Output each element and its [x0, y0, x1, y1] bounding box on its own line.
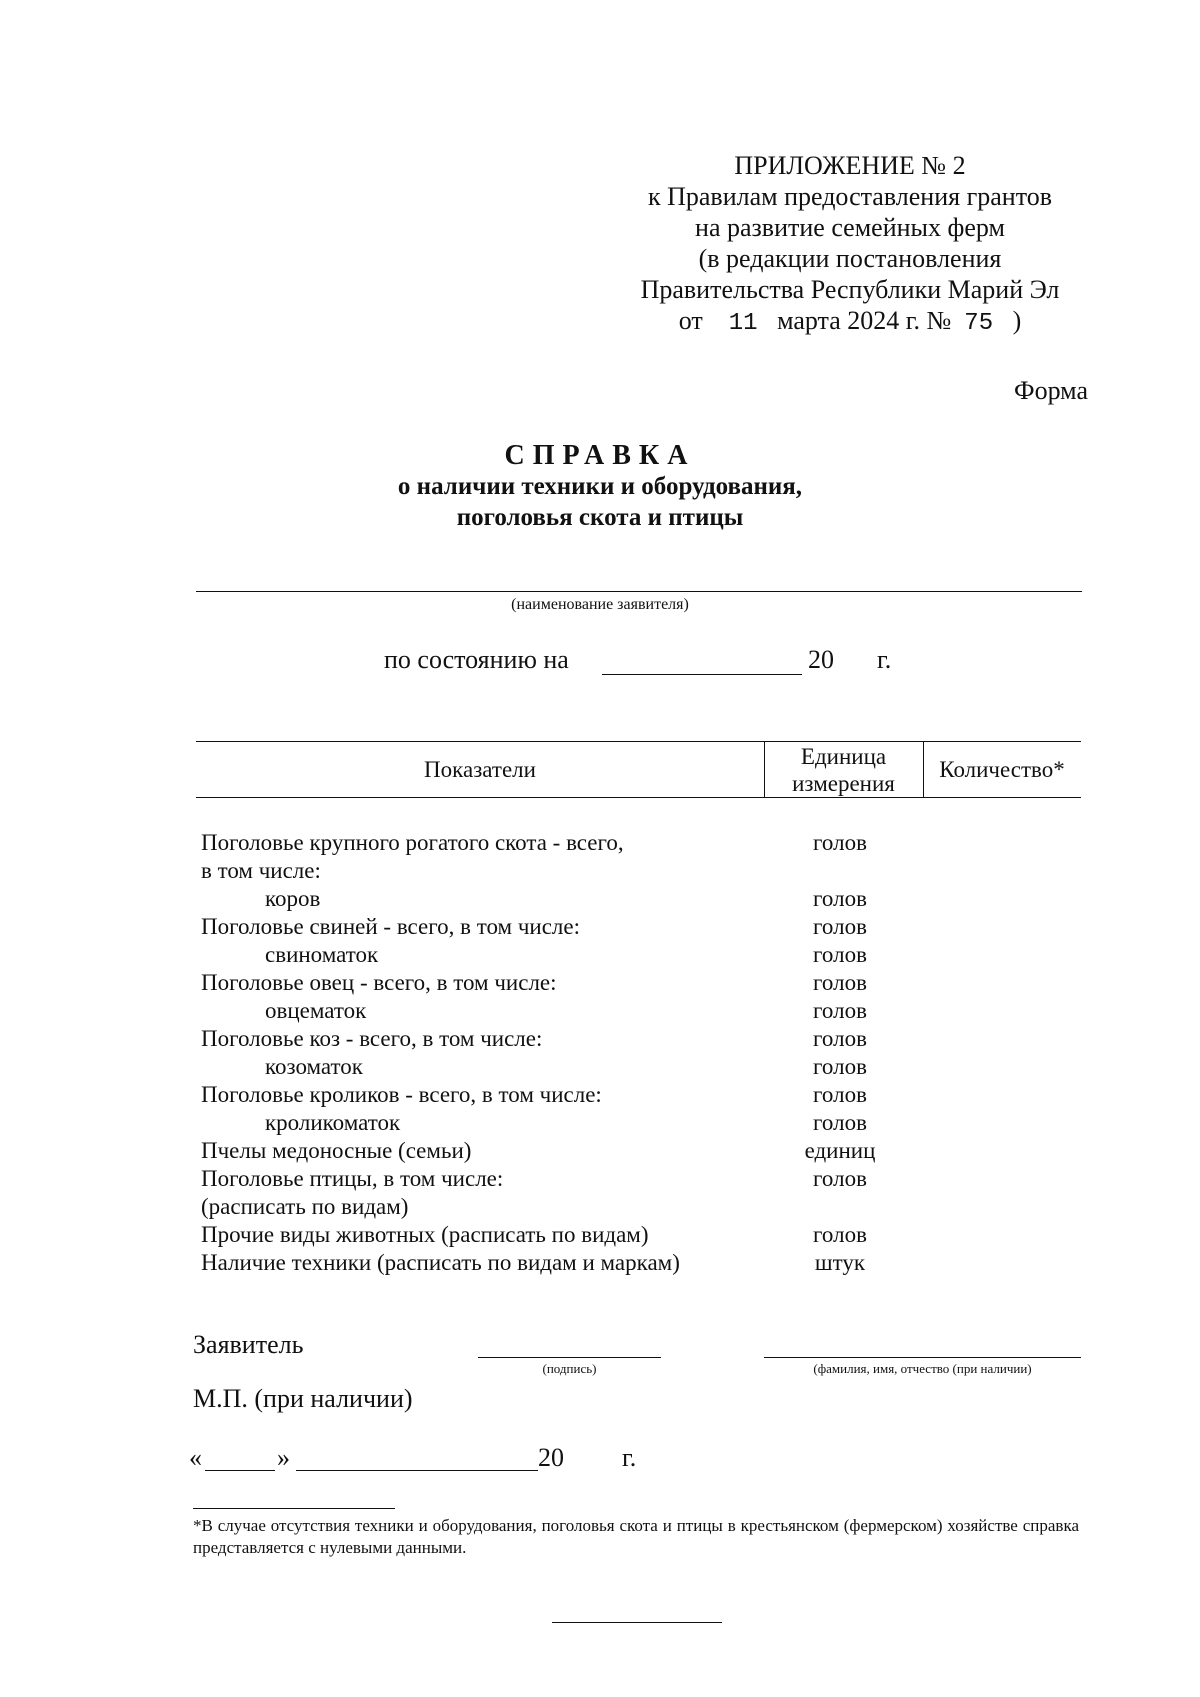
table-row-unit: голов [813, 1166, 867, 1191]
applicant-name-line[interactable] [196, 591, 1082, 592]
table-row-unit: голов [813, 1110, 867, 1135]
end-line [552, 1622, 722, 1623]
table-row-label: в том числе: [201, 858, 321, 883]
table-row-unit: голов [813, 970, 867, 995]
applicant-label: Заявитель [193, 1330, 304, 1359]
header-unit [764, 743, 923, 797]
document-title: СПРАВКА [504, 440, 696, 471]
appendix-block [610, 150, 1090, 339]
seal-label: М.П. (при наличии) [193, 1384, 413, 1413]
table-row-unit: штук [814, 1250, 866, 1275]
table-row-label: кроликоматок [265, 1110, 401, 1135]
table-row-label: свиноматок [265, 942, 379, 967]
date-quote-open: « [189, 1443, 202, 1472]
appendix-title: ПРИЛОЖЕНИЕ № 2 [734, 151, 966, 180]
as-of-date-field[interactable] [602, 674, 802, 675]
date-quote-close: » [277, 1443, 290, 1472]
appendix-line: Правительства Республики Марий Эл [640, 275, 1060, 304]
table-row-label: козоматок [265, 1054, 363, 1079]
as-of-year-prefix: 20 [808, 645, 834, 674]
table-top-border [196, 741, 1081, 742]
table-row-label: Поголовье коз - всего, в том числе: [201, 1026, 543, 1051]
document-subtitle: поголовья скота и птицы [456, 504, 744, 531]
signature-caption: (подпись) [542, 1361, 597, 1376]
table-row-unit: голов [813, 998, 867, 1023]
header-indicators: Показатели [424, 757, 536, 782]
header-unit-line1: Единица [800, 744, 887, 769]
table-row-unit: голов [813, 942, 867, 967]
appendix-line: к Правилам предоставления грантов [647, 182, 1052, 211]
table-row-label: овцематок [265, 998, 367, 1023]
table-header-bottom-border [196, 797, 1081, 798]
table-row-label: Наличие техники (расписать по видам и маркам) [201, 1250, 680, 1275]
applicant-caption: (наименование заявителя) [511, 596, 689, 613]
document-subtitle: о наличии техники и оборудования, [397, 473, 803, 500]
table-row-unit: голов [813, 886, 867, 911]
table-row-label: Пчелы медоносные (семьи) [201, 1138, 472, 1163]
table-row-unit: голов [813, 1054, 867, 1079]
sign-year-suffix: г. [622, 1443, 637, 1472]
signature-field[interactable] [478, 1357, 661, 1358]
table-row-unit: голов [813, 914, 867, 939]
table-row-unit: голов [813, 1026, 867, 1051]
table-row-label: (расписать по видам) [201, 1194, 409, 1219]
header-quantity: Количество* [939, 757, 1065, 782]
sign-day-field[interactable] [205, 1470, 275, 1471]
table-row-unit: голов [813, 830, 867, 855]
as-of-label: по состоянию на [384, 645, 569, 674]
footnote: *В случае отсутствия техники и оборудования, поголовья скота и птицы в крестьянском (фермерском) хозяйстве справка представляется с нулевыми данными. [193, 1516, 1079, 1557]
table-row-label: Поголовье свиней - всего, в том числе: [201, 914, 580, 939]
sign-month-field[interactable] [296, 1470, 538, 1471]
table-row-unit: единиц [804, 1138, 876, 1163]
decree-number: 75 [964, 310, 994, 337]
table-row-label: коров [265, 886, 321, 911]
full-name-caption: (фамилия, имя, отчество (при наличии) [813, 1361, 1032, 1376]
header-unit-line2: измерения [792, 771, 895, 796]
date-prefix: от [678, 306, 703, 335]
table-row-label: Поголовье овец - всего, в том числе: [201, 970, 557, 995]
form-label: Форма [1014, 376, 1088, 405]
table-row-label: Поголовье птицы, в том числе: [201, 1166, 504, 1191]
table-row-unit: голов [813, 1082, 867, 1107]
footnote-separator [193, 1508, 395, 1509]
closing-paren: ) [1012, 306, 1022, 335]
sign-year-prefix: 20 [538, 1443, 564, 1472]
table-row-label: Прочие виды животных (расписать по видам) [201, 1222, 649, 1247]
as-of-year-suffix: г. [877, 645, 892, 674]
table-row-label: Поголовье кроликов - всего, в том числе: [201, 1082, 602, 1107]
table-row-label: Поголовье крупного рогатого скота - всего, [201, 830, 624, 855]
appendix-line: (в редакции постановления [698, 244, 1002, 273]
date-month-year: марта 2024 г. № [777, 306, 952, 335]
date-day: 11 [728, 310, 758, 337]
appendix-date-line [610, 305, 1090, 339]
table-row-unit: голов [813, 1222, 867, 1247]
full-name-field[interactable] [764, 1357, 1081, 1358]
appendix-line: на развитие семейных ферм [695, 213, 1005, 242]
